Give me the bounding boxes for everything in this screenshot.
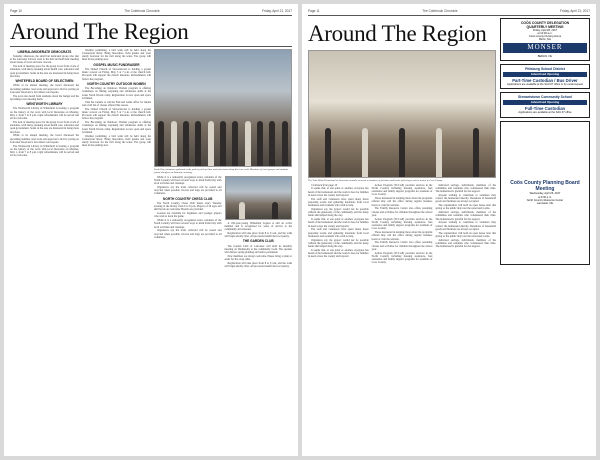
article-paragraph: Visit the website or call the Fish and Game office for details and a full list of classes offered this season. [82,100,151,107]
article-paragraph: The Family Resource Center also offers parenting classes and activities for children throughout the school year. [371,241,433,251]
article-paragraph: Action Program (TCCAP) provides services in the North Country including housing assistance, fuel assistance and family support programs for residents of Coos County. [371,217,433,231]
article-paragraph: It seems that, at one point or another, everyone has heard of the homestead and the work it does for families in need across the county and beyond. [308,218,369,228]
article-paragraph: While at its annual meeting, the board discussed the upcoming summer road work and approved a bid for paving on Lancaster Road and a few minor road repairs. [10,84,79,94]
article-paragraph: The United Church of Stewartstown is holding a gospel music concert on Friday, May 5 at 7 p.m. at the church hall. Proceeds will support the church missions. Refreshments will follow the program. [82,67,151,81]
right-story [308,18,496,266]
article-paragraph: Saturday afternoon, the small but dedicated group who met at the Lancaster Library went to the hall and held their meeting about issues of local and state concern. [10,54,79,65]
newspaper-spread [4,4,596,456]
portrait-photo [225,176,293,220]
ad-time: at 10:00 a.m. [537,31,553,35]
column-1 [308,184,369,266]
article-paragraph: Those interested in learning more about the programs offered may call the office during regular business hours or visit the website. [371,197,433,207]
article-paragraph: The town also heard from residents about the budget and the upcoming town meeting items. [10,94,79,101]
article-paragraph: The lack of meeting space for the group is not from a lack of attendees, with many speaking about health care, education and open government. Some in the area are interested in being more involved. [10,120,79,134]
pittsburg-job-ad [500,64,590,89]
ad-date: Wednesday, April 26, 2017 [529,192,561,196]
logo-subtext: BERLIN, NH [537,54,553,58]
article-heading: WENTWORTH LIBRARY [26,102,63,106]
lower-columns [154,176,292,269]
article-paragraph: Registration will take place from 8 to 9 a.m. and the walk will begin shortly after. All proceeds benefit the food pantry. [224,231,292,238]
article-heading: GOSPEL MUSIC FUNDRAISER [93,62,140,67]
ad-subtitle: QUARTERLY MEETING [526,24,564,29]
ad-title: COÖS COUNTY DELEGATION [520,20,570,25]
article-paragraph: The Becoming an Outdoors Woman program is offering workshops on fishing, kayaking and wilderness skills at the Great North Woods camp. Registration is now open and space is limited. [82,121,151,134]
article-paragraph: Action Program (TCCAP) provides services in the North Country including housing assistance, fuel assistance and family support programs for residents of Coos County. [371,183,433,197]
article-paragraph: dedicated savings, individuals, members of the committee and residents who volunteered their time. The homestead is grateful for the support. [435,183,497,193]
article-paragraph: Action Program (TCCAP) provides services in the North Country including housing assistance, fuel assistance and family support programs for residents of Coos County. [371,251,433,265]
article-paragraph: New members are always welcome. Please bring a plant or seeds for the swap table. [224,254,292,261]
article-paragraph: The Family Resource Center also offers parenting classes and activities for children throughout the school year. [371,207,433,217]
article-columns [308,184,496,266]
article-paragraph: It seems that, at one point or another, everyone has heard of the homestead and the work it does for families in need across the county and beyond. [308,248,369,259]
ad-place: Coös County Nursing Home [528,34,562,38]
sponsor-logo [503,43,587,52]
folio-bar [308,9,590,16]
page-number: Page 10 [10,9,22,13]
article-paragraph: While it is a nationally recognized event, residents of the North Country will have several ways to mark Earth Day with local activities and cleanups. [154,175,222,185]
article-paragraph: Organizers say the trash collected will be sorted and recycled when possible. Gloves and bags are provided to all volunteers. [154,185,222,196]
article-columns [10,49,292,269]
article-paragraph: Organizers say the project would not be possible without the generosity of the community and the many hands that helped along the way. [308,207,369,218]
paper-name: The Colebrook Chronicle [422,9,458,13]
article-paragraph: Registration will take place from 8 to 9 a.m. and the walk will begin shortly after. All proceeds benefit the food pantry. [224,261,292,268]
section-headline: Around The Region [10,19,292,47]
ad-banner: Advertised Opening [503,72,587,77]
stewartstown-job-ad [500,92,590,117]
article-paragraph: The Garden Club of Lancaster will hold its monthly meeting on Wednesday at the community room. The speaker will discuss spring planting and native perennials. [224,244,292,254]
article-paragraph: Anyone wishing to contribute or volunteer may contact the homestead directly. Donations of household goods and furniture are always accepted. [435,193,497,204]
photo-people [309,107,495,176]
article-paragraph: Organizers say the trash collected will be sorted and recycled when possible. Gloves and bags are provided to all volunteers. [154,229,222,239]
homestead-photo [308,50,496,178]
photo-caption: The Tyler Blain Homestead in Lancaster recently received a donation of furniture and books following a call to action in Coos County. [308,178,443,182]
column-3 [154,176,222,269]
right-layout [308,18,590,266]
article-paragraph: While at its annual meeting, the board discussed the upcoming summer road work and approved a bid for paving on Lancaster Road and a few minor road repairs. [10,134,79,144]
page-number: Page 11 [308,9,320,13]
article-paragraph: The staff and volunteers have spent many hours preparing rooms and gathering donations from local businesses and residents who wish to help. [308,228,369,238]
paper-name: The Colebrook Chronicle [124,9,160,13]
article-heading: WHITEFIELD BOARD OF SELECTMEN [15,79,74,83]
photo-people [155,102,291,166]
article-paragraph: It seems that, at one point or another, everyone has heard of the homestead and the work it does for families in need across the county and beyond. [308,187,369,197]
article-paragraph: dedicated savings, individuals, members of the committee and residents who volunteered their time. The homestead is grateful for the support. [435,211,497,221]
ad-column [500,18,590,266]
ad-position: Part-Time Custodian / Bus Driver [512,77,578,83]
column-3 [435,184,496,266]
section-headline: Around The Region [308,20,487,46]
right-page [302,4,596,456]
article-paragraph: Anyone wishing to contribute or volunteer may contact the homestead directly. Donations of household goods and furniture are always accepted. [435,221,497,231]
ad-title: Coös County Planning Board [510,180,580,187]
ad-city: Lancaster, NH [536,201,554,205]
column-4 [225,176,293,269]
column-2 [372,184,433,266]
column-2 [82,49,151,269]
article-paragraph: Organizers say the project would not be possible without the generosity of the community and the many hands that helped along the way. [308,238,369,248]
article-paragraph: The staff and volunteers have spent many hours preparing rooms and gathering donations from local businesses and residents who wish to help. [308,197,369,207]
ad-note: Applications are available at the SAU #7 office [518,111,572,115]
article-paragraph: The lack of meeting space for the group is not from a lack of attendees, with many speaking about health care, education and open government. Some in the area are interested in being more involved. [10,65,79,78]
ad-place: North Country Resource Center [526,198,564,202]
left-page [4,4,298,456]
ad-position: Full-Time Custodian [524,106,566,112]
event-photo [154,49,292,167]
issue-date: Friday, April 21, 2017 [262,9,292,13]
article-paragraph: The Wentworth Library in Whitefield is hosting a program on the history of the town with local historians on Monday, May 1, from 7 to 8 p.m. Light refreshments will be served and all are welcome. [10,107,79,120]
article-paragraph: dedicated savings, individuals, members of the committee and residents who volunteered their time. The homestead is grateful for the support. [435,238,497,248]
jump-line: Continued from page 10 [311,183,338,187]
delegation-meeting-ad [500,18,590,61]
article-paragraph: Weather permitting, a bird walk will be held along the Connecticut River. Bring binoculars, field guides and wear sturdy footwear for the trail along the water. The group will meet in the parking area. [82,134,151,148]
folio-bar [10,9,292,16]
photo-story [154,49,292,269]
article-paragraph: A 100-year-young Whitefield Legion is still an active member and is recognized for years of service to the community and veterans. [224,221,292,231]
ad-title: Pittsburg School District [525,66,565,71]
article-paragraph: Those interested in learning more about the programs offered may call the office during regular business hours or visit the website. [371,231,433,241]
article-heading: LIBERAL/MODERATE DEMOCRATS [17,49,72,54]
article-paragraph: Weather permitting, a bird walk will be held along the Connecticut River. Bring binoculars, field guides and wear sturdy footwear for the trail along the water. The group will meet in the parking area. [82,48,151,62]
article-paragraph: Lessons are available for beginners and younger players who wish to learn the game. [154,212,222,219]
article-paragraph: The organization will hold an open house later this spring so the public may tour the renovated rooms. [435,204,497,211]
article-paragraph: The organization will hold an open house later this spring so the public may tour the renovated rooms. [435,231,497,238]
ad-subtitle: Meeting [535,186,555,193]
ad-city: Berlin, NH [539,38,551,42]
photo-caption: Earth Day volunteers gathered at the park to pick up litter and plant trees along the river walk. Members of local groups and students joined the effort on Saturday morning. [154,167,289,174]
planning-board-ad [500,121,590,265]
ad-note: Applications are available at the SAU #7 office or by email request [507,82,583,86]
logo-text: MONSER [527,43,563,52]
article-paragraph: The United Church of Stewartstown is holding a gospel music concert on Friday, May 5 at 7 p.m. at the church hall. Proceeds will support the church missions. Refreshments will follow the program. [82,107,151,121]
article-paragraph: The Wentworth Library in Whitefield is hosting a program on the history of the town with local historians on Monday, May 1, from 7 to 8 p.m. Light refreshments will be served and all are welcome. [10,144,79,158]
ad-time: at 6:00 p.m. [538,195,552,199]
article-heading: NORTH COUNTRY CHESS CLUB [163,196,213,201]
ad-date: Friday, April 28, 2017 [532,28,558,32]
photo-people [226,195,292,218]
article-paragraph: While it is a nationally recognized event, residents of the North Country will have several ways to mark Earth Day with local activities and cleanups. [154,219,222,229]
article-paragraph: The Becoming an Outdoors Woman program is offering workshops on fishing, kayaking and wilderness skills at the Great North Woods camp. Registration is now open and space is limited. [82,87,151,100]
issue-date: Friday, April 21, 2017 [560,9,590,13]
article-heading: THE GARDEN CLUB [242,239,274,244]
article-paragraph: The North Country Chess Club meets every Tuesday evening at the library from 6 to 8 p.m. Players of all ages and skill levels are welcome. Boards are provided. [154,201,222,212]
ad-banner: Advertised Opening [503,100,587,105]
ad-title: Stewartstown Community School [518,95,572,100]
column-1 [10,49,79,269]
article-heading: NORTH COUNTRY OUTDOOR WOMEN [87,81,146,86]
